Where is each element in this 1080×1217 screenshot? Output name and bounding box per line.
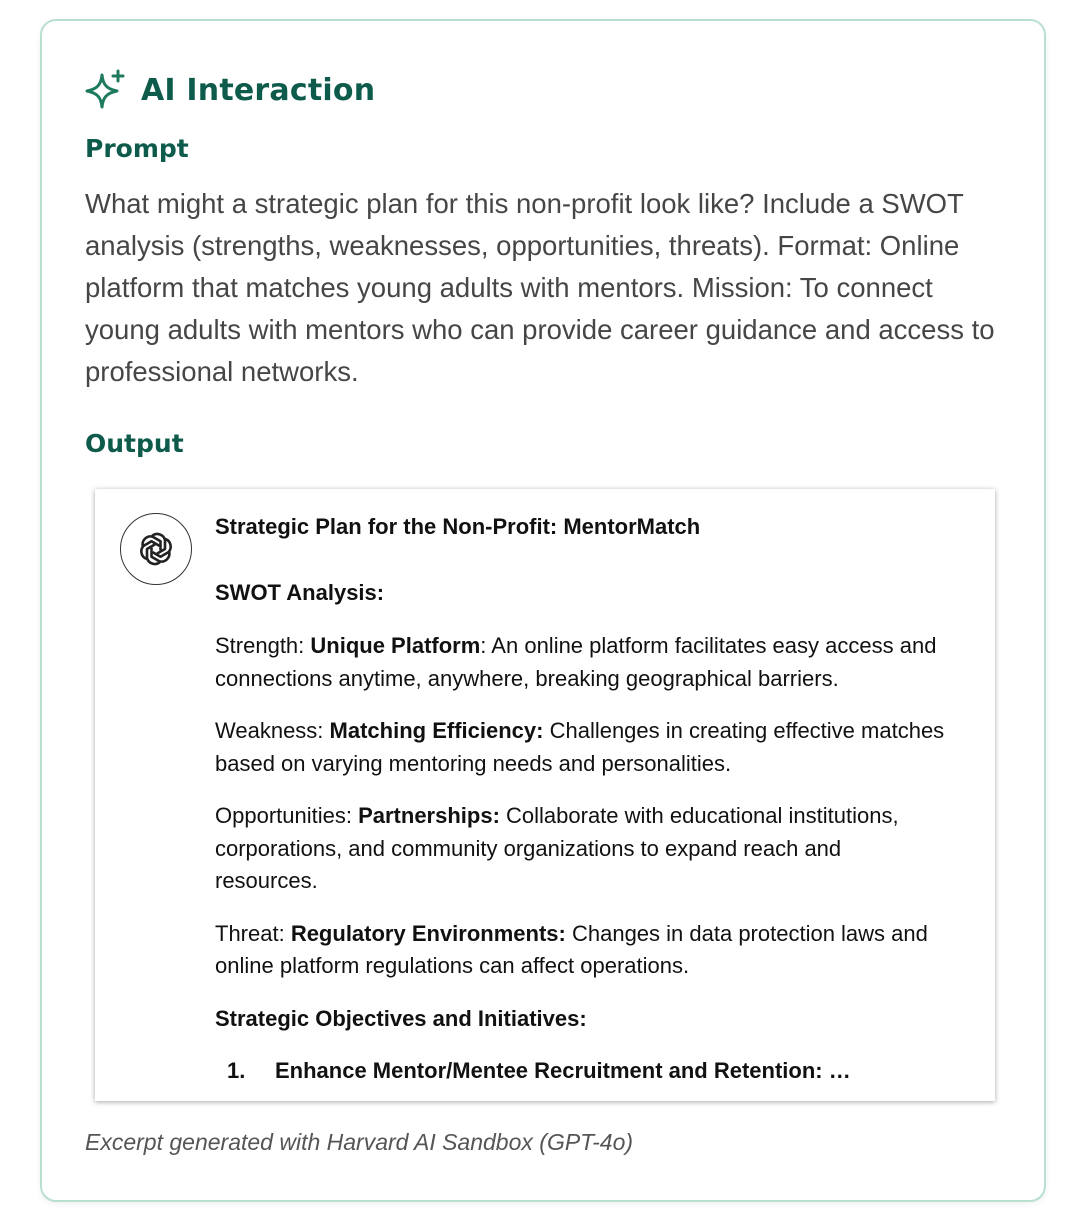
objective-text: Enhance Mentor/Mentee Recruitment and Retention: … xyxy=(275,1058,851,1083)
openai-logo-icon xyxy=(120,513,192,585)
caption: Excerpt generated with Harvard AI Sandbox (GPT-4o) xyxy=(85,1129,634,1155)
swot-item-weakness: Weakness: Matching Efficiency: Challenges in creating effective matches based on varying mentoring needs and personalities. xyxy=(215,718,945,776)
objective-number: 1. xyxy=(227,1058,246,1083)
card-title: AI Interaction xyxy=(141,72,376,108)
plan-title: Strategic Plan for the Non-Profit: MentorMatch xyxy=(215,514,701,539)
sparkle-icon xyxy=(85,69,129,111)
swot-heading: SWOT Analysis: xyxy=(215,579,385,605)
swot-item-opportunities: Opportunities: Partnerships: Collaborate with educational institutions, corporations, and community organizations to expand reach and resources. xyxy=(215,803,899,893)
prompt-text: What might a strategic plan for this non-profit look like? Include a SWOT analysis (strengths, weaknesses, opportunities, threats). Format: Online platform that matches young adults with mentors. Mission: To connect young adults with mentors who can provide career guidance and access to professional networks. xyxy=(85,188,995,387)
objective-item xyxy=(215,1055,945,1088)
objectives-heading: Strategic Objectives and Initiatives: xyxy=(215,1005,587,1031)
ai-interaction-card xyxy=(40,19,1046,1202)
output-content xyxy=(215,511,945,1088)
output-label: Output xyxy=(85,429,184,458)
output-screenshot xyxy=(95,489,995,1101)
card-header xyxy=(85,69,375,111)
swot-item-threat: Threat: Regulatory Environments: Changes in data protection laws and online platform regulations can affect operations. xyxy=(215,920,928,978)
swot-item-strength: Strength: Unique Platform: An online platform facilitates easy access and connections anytime, anywhere, breaking geographical barriers. xyxy=(215,633,937,691)
prompt-label: Prompt xyxy=(85,134,189,163)
openai-logo-glyph xyxy=(134,527,178,571)
